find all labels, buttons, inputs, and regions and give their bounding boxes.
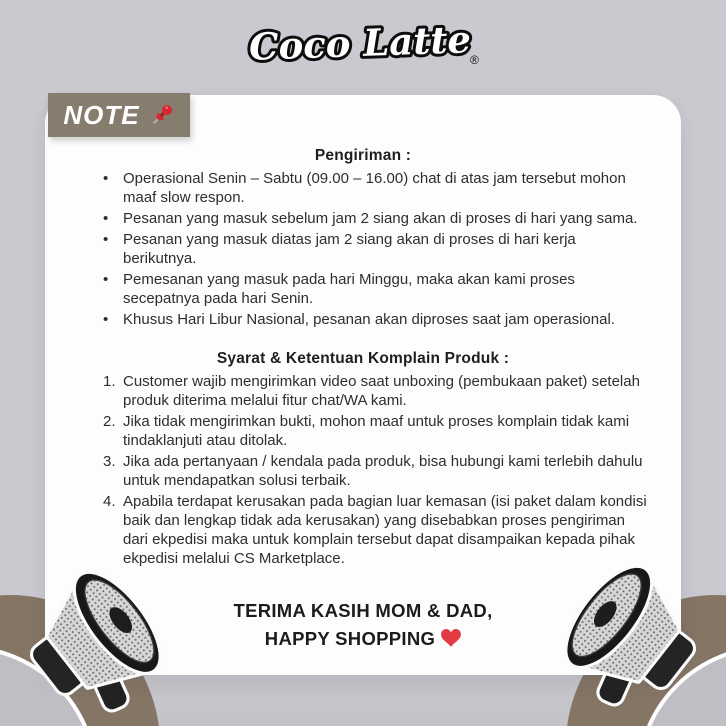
number-marker: 3. bbox=[103, 453, 116, 470]
list-item bbox=[103, 412, 651, 450]
thank-you-line2-wrap bbox=[103, 625, 623, 655]
number-marker: 1. bbox=[103, 373, 116, 390]
list-item bbox=[103, 310, 651, 329]
complaint-heading: Syarat & Ketentuan Komplain Produk : bbox=[216, 350, 510, 367]
list-item bbox=[103, 230, 651, 268]
bullet-marker: • bbox=[103, 210, 109, 227]
list-item-text: Jika tidak mengirimkan bukti, mohon maaf untuk proses komplain tidak kami tindaklanjuti atau ditolak. bbox=[123, 413, 630, 449]
thank-you-line1: TERIMA KASIH MOM & DAD, bbox=[233, 600, 493, 621]
megaphone-icon-right bbox=[556, 554, 708, 716]
thank-you-line2: HAPPY SHOPPING bbox=[264, 628, 436, 649]
bullet-marker: • bbox=[103, 311, 109, 328]
note-badge-label: NOTE bbox=[63, 100, 140, 130]
complaint-list bbox=[103, 372, 651, 568]
list-item-text: Apabila terdapat kerusakan pada bagian luar kemasan (isi paket dalam kondisi baik dan lengkap tidak ada kerusakan) yang disebabkan proses pengiriman dari ekpedisi maka untuk komplain tersebut dapat disampaikan kepada pihak ekpedisi melalui CS Marketplace. bbox=[123, 493, 647, 567]
list-item-text: Pesanan yang masuk sebelum jam 2 siang akan di proses di hari yang sama. bbox=[123, 210, 638, 227]
registered-mark: ® bbox=[470, 53, 479, 67]
list-item bbox=[103, 270, 651, 308]
megaphone-icon-left bbox=[18, 560, 170, 722]
list-item-text: Customer wajib mengirimkan video saat unboxing (pembukaan paket) setelah produk diterima melalui fitur chat/WA kami. bbox=[123, 373, 640, 409]
list-item bbox=[103, 452, 651, 490]
list-item-text: Jika ada pertanyaan / kendala pada produk, bisa hubungi kami terlebih dahulu untuk mendapatkan solusi terbaik. bbox=[123, 453, 643, 489]
brand-logo bbox=[0, 12, 726, 79]
list-item bbox=[103, 372, 651, 410]
thank-you-message bbox=[103, 597, 623, 655]
shipping-list bbox=[103, 169, 651, 329]
shipping-heading: Pengiriman : bbox=[314, 147, 412, 164]
number-marker: 4. bbox=[103, 493, 116, 510]
bullet-marker: • bbox=[103, 231, 109, 248]
list-item bbox=[103, 209, 651, 228]
list-item-text: Pesanan yang masuk diatas jam 2 siang akan di proses di hari kerja berikutnya. bbox=[123, 231, 576, 267]
brand-logo-icon bbox=[238, 12, 488, 74]
list-item-text: Operasional Senin – Sabtu (09.00 – 16.00) chat di atas jam tersebut mohon maaf slow respon. bbox=[123, 170, 626, 206]
heart-icon bbox=[441, 627, 461, 655]
list-item-text: Khusus Hari Libur Nasional, pesanan akan diproses saat jam operasional. bbox=[123, 311, 615, 328]
number-marker: 2. bbox=[103, 413, 116, 430]
list-item bbox=[103, 169, 651, 207]
list-item-text: Pemesanan yang masuk pada hari Minggu, maka akan kami proses secepatnya pada hari Senin. bbox=[123, 271, 575, 307]
brand-logo-text: Coco Latte bbox=[248, 17, 472, 69]
bullet-marker: • bbox=[103, 170, 109, 187]
bullet-marker: • bbox=[103, 271, 109, 288]
